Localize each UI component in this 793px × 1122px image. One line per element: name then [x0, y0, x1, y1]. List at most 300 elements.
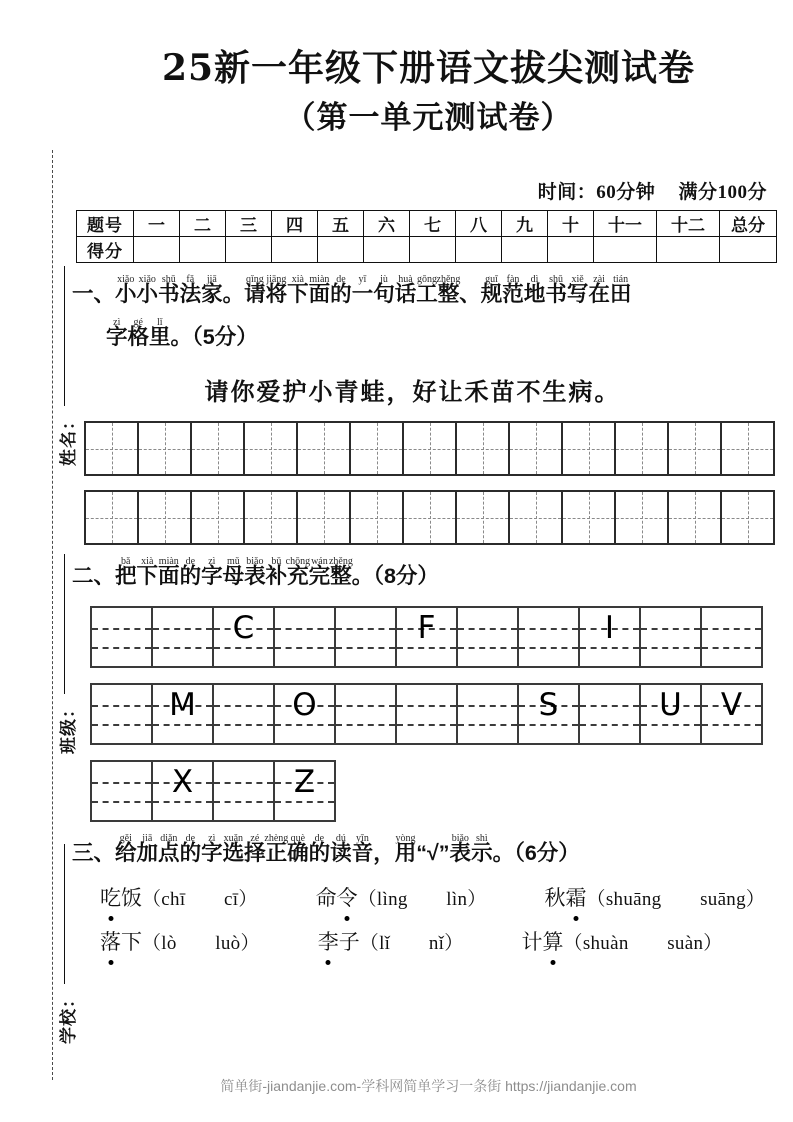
tianzige-cell[interactable] [86, 423, 139, 476]
q3-l1-char-12: yīn 音 [352, 838, 374, 868]
q1-l1-char-14: huà 话 [395, 279, 417, 309]
score-table-q-9: 九 [502, 211, 548, 237]
score-table-q-7: 七 [410, 211, 456, 237]
choice-pinyin-options[interactable]: （shuāng suāng） [586, 889, 766, 911]
tianzige-cell[interactable] [351, 423, 404, 476]
four-line-guide [214, 647, 273, 649]
four-line-guide [275, 724, 334, 726]
four-line-guide [641, 647, 700, 649]
q3-l1-char-18: 。（6分） [492, 841, 580, 866]
choice-char-dotted: 李 [318, 926, 339, 956]
tianzige-cell[interactable] [510, 423, 563, 476]
score-cell-total[interactable] [720, 237, 777, 263]
choice-word [100, 930, 142, 954]
four-line-guide [519, 647, 578, 649]
q1-l1-pinyin-2: xiǎo [138, 274, 156, 286]
q2-l1-pinyin-5: zì [208, 556, 216, 568]
q1-l1-pinyin-1: xiǎo [117, 274, 135, 286]
question-3 [64, 833, 793, 956]
alphabet-cell-blank[interactable] [458, 608, 519, 668]
q3-l1-pinyin-12: yīn [356, 833, 369, 845]
q1-l1-pinyin-12: yī [358, 274, 367, 286]
q3-l1-char-10: de 的 [309, 838, 331, 868]
question-1-copy-sentence: 请你爱护小青蛙，好让禾苗不生病。 [204, 377, 621, 407]
alphabet-cell-blank[interactable] [275, 608, 336, 668]
q1-l1-char-8: jiāng 将 [266, 279, 288, 309]
pinyin-choice-item[interactable] [100, 882, 258, 912]
choice-pinyin-options[interactable]: （shuàn suàn） [563, 933, 723, 955]
score-table-q-1: 一 [134, 211, 180, 237]
question-2-number: 二、 [72, 564, 116, 589]
score-cell-7[interactable] [410, 237, 456, 263]
q2-l1-char-7: biǎo 表 [244, 561, 266, 591]
score-cell-5[interactable] [318, 237, 364, 263]
q1-l1-char-11: de 的 [330, 279, 352, 309]
alphabet-cell-blank[interactable] [458, 685, 519, 745]
four-line-guide [275, 647, 334, 649]
q3-l1-pinyin-3: diǎn [160, 833, 178, 845]
alphabet-letter: M [169, 687, 196, 724]
alphabet-letter: X [171, 764, 194, 801]
choice-word [316, 886, 358, 910]
q1-l1-char-16: zhěng 整 [438, 279, 460, 309]
score-table-q-10: 十 [548, 211, 594, 237]
q2-l1-pinyin-9: chōng [285, 556, 311, 568]
alphabet-cell-filled [153, 685, 214, 745]
tianzige-row [84, 421, 775, 476]
q1-l1-char-15: gōng 工 [416, 279, 438, 309]
choice-char-first: 计 [521, 930, 543, 955]
pinyin-choice-item[interactable] [545, 882, 766, 912]
score-table-header-qno: 题号 [77, 211, 134, 237]
q1-l1-pinyin-22: xiě [571, 274, 584, 286]
q2-l1-pinyin-2: xià [141, 556, 154, 568]
alphabet-cell-blank[interactable] [519, 608, 580, 668]
alphabet-letter [92, 764, 151, 801]
question-1-tianzige-area[interactable] [72, 421, 793, 545]
q2-l1-pinyin-4: de [185, 556, 196, 568]
tianzige-cell[interactable] [139, 492, 192, 545]
choice-char-second: 子 [338, 930, 360, 955]
choice-pinyin-options[interactable]: （chī cī） [142, 889, 258, 911]
tianzige-cell[interactable] [616, 492, 669, 545]
q1-l2-pinyin-2: gé [133, 317, 143, 329]
score-table-q-8: 八 [456, 211, 502, 237]
q3-l1-pinyin-1: gěi [119, 833, 132, 845]
choice-pinyin-options[interactable]: （lìng lìn） [357, 889, 487, 911]
alphabet-letter: C [232, 610, 255, 647]
alphabet-cell-blank[interactable] [397, 685, 458, 745]
alphabet-letter [336, 610, 395, 647]
question-3-number: 三、 [72, 841, 116, 866]
alphabet-cell-blank[interactable] [580, 685, 641, 745]
four-line-guide [641, 724, 700, 726]
alphabet-letter [397, 687, 456, 724]
q3-l1-pinyin-14: yòng [395, 833, 416, 845]
alphabet-letter [214, 764, 273, 801]
q3-l1-pinyin-5: zì [208, 833, 216, 845]
q1-l1-char-13: jù 句 [373, 279, 395, 309]
q1-l1-pinyin-13: jù [380, 274, 388, 286]
alphabet-cell-filled [397, 608, 458, 668]
alphabet-letter: U [659, 687, 682, 724]
choice-pinyin-options[interactable]: （lò luò） [142, 933, 260, 955]
score-cell-10[interactable] [548, 237, 594, 263]
four-line-guide [92, 801, 151, 803]
title-block [64, 0, 793, 137]
alphabet-letter: S [538, 687, 559, 724]
alphabet-letter [153, 610, 212, 647]
alphabet-letter [275, 610, 334, 647]
alphabet-letter: V [720, 687, 743, 724]
alphabet-letter [92, 687, 151, 724]
alphabet-cell-blank[interactable] [92, 685, 153, 745]
four-line-guide [397, 647, 456, 649]
choice-word [522, 930, 564, 954]
q3-l1-pinyin-8: zhèng [264, 833, 289, 845]
q1-l1-pinyin-20: dì [530, 274, 539, 286]
q1-l1-pinyin-11: de [336, 274, 346, 286]
q1-l1-char-2: xiǎo 小 [137, 279, 159, 309]
question-3-prompt-line-1 [72, 833, 793, 868]
tianzige-cell[interactable] [86, 492, 139, 545]
alphabet-cell-blank[interactable] [92, 762, 153, 822]
four-line-guide [153, 647, 212, 649]
score-cell-2[interactable] [180, 237, 226, 263]
score-table-q-2: 二 [180, 211, 226, 237]
q1-l1-pinyin-14: huà [398, 274, 413, 286]
question-1-ruby-text-1 [115, 274, 632, 307]
tianzige-cell[interactable] [616, 423, 669, 476]
q3-l1-pinyin-11: dú [335, 833, 346, 845]
q3-l1-pinyin-6: xuǎn [223, 833, 244, 845]
question-2-ruby-text-1 [115, 556, 439, 589]
q2-l1-char-9: chōng 充 [287, 561, 309, 591]
q1-l1-char-7: qǐng 请 [244, 279, 266, 309]
q1-l1-pinyin-3: shū [161, 274, 176, 286]
choice-char-first: 命 [315, 886, 337, 911]
student-name-label: 姓名： [58, 412, 78, 466]
q1-l1-char-12: yī 一 [352, 279, 374, 309]
four-line-guide [397, 724, 456, 726]
choice-char-first: 秋 [544, 886, 566, 911]
score-cell-6[interactable] [364, 237, 410, 263]
q3-l1-pinyin-7: zé [250, 833, 260, 845]
q1-l2-char-2: gé 格 [128, 322, 150, 352]
q1-l1-char-21: shū 书 [545, 279, 567, 309]
tianzige-cell[interactable] [563, 492, 616, 545]
q1-l1-char-17: 、 [459, 282, 481, 307]
pinyin-choice-row [72, 926, 793, 956]
tianzige-cell[interactable] [457, 423, 510, 476]
alphabet-cell-filled [580, 608, 641, 668]
q1-l1-char-3: shū 书 [158, 279, 180, 309]
q1-l2-pinyin-3: lǐ [157, 317, 163, 329]
alphabet-cell-blank[interactable] [336, 608, 397, 668]
tianzige-row [84, 490, 775, 545]
tianzige-cell[interactable] [669, 492, 722, 545]
tianzige-cell[interactable] [669, 423, 722, 476]
pinyin-choice-item[interactable] [316, 882, 487, 912]
score-table-q-11: 十一 [594, 211, 657, 237]
choice-char-second: 下 [121, 930, 142, 955]
score-cell-8[interactable] [456, 237, 502, 263]
choice-char-second: 饭 [121, 886, 142, 911]
score-cell-12[interactable] [657, 237, 720, 263]
choice-char-dotted: 吃 [100, 882, 121, 912]
four-line-guide [92, 647, 151, 649]
page-subtitle: （第一单元测试卷） [284, 100, 573, 137]
q1-l2-char-3: lǐ 里 [149, 322, 171, 352]
alphabet-letter [336, 687, 395, 724]
table-row-question-numbers [77, 211, 777, 237]
question-3-ruby-text-1 [115, 833, 580, 866]
q3-l1-char-8: zhèng 正 [266, 838, 288, 868]
alphabet-cell-blank[interactable] [336, 685, 397, 745]
q2-l1-char-6: mǔ 母 [223, 561, 245, 591]
tianzige-cell[interactable] [404, 423, 457, 476]
q1-l2-char-1: zì 字 [106, 322, 128, 352]
q1-l1-pinyin-16: zhěng [436, 274, 461, 286]
score-cell-11[interactable] [594, 237, 657, 263]
q1-l1-char-24: tián 田 [610, 279, 632, 309]
score-table-wrapper [64, 210, 793, 263]
q2-l1-char-2: xià 下 [137, 561, 159, 591]
score-table-q-3: 三 [226, 211, 272, 237]
q2-l1-char-10: wán 完 [309, 561, 331, 591]
q2-l1-pinyin-3: miàn [158, 556, 179, 568]
choice-pinyin-options[interactable]: （lǐ nǐ） [359, 933, 464, 955]
alphabet-letter: O [292, 687, 317, 724]
tianzige-cell[interactable] [351, 492, 404, 545]
alphabet-letter [458, 610, 517, 647]
left-margin-strip [0, 0, 78, 1122]
pinyin-choice-item[interactable] [318, 926, 464, 956]
alphabet-cell-blank[interactable] [92, 608, 153, 668]
question-3-choices-area[interactable] [72, 882, 793, 956]
four-line-guide [92, 724, 151, 726]
q3-l1-char-11: dú 读 [330, 838, 352, 868]
four-line-guide [214, 801, 273, 803]
q2-l1-char-12: 。（8分） [351, 564, 439, 589]
four-line-guide [153, 801, 212, 803]
exam-time-label: 时间：60分钟 [537, 182, 656, 204]
q3-l1-char-9: què 确 [287, 838, 309, 868]
q3-l1-pinyin-17: shì [475, 833, 488, 845]
q2-l1-pinyin-6: mǔ [226, 556, 240, 568]
question-1-number: 一、 [72, 282, 116, 307]
alphabet-cell-filled [275, 685, 336, 745]
alphabet-letter [214, 687, 273, 724]
alphabet-cell-filled [641, 685, 702, 745]
choice-word [545, 886, 587, 910]
q1-l1-pinyin-18: guī [485, 274, 498, 286]
score-cell-4[interactable] [272, 237, 318, 263]
pinyin-choice-item[interactable] [522, 926, 723, 956]
tianzige-cell[interactable] [245, 423, 298, 476]
score-table-total-header: 总分 [720, 211, 777, 237]
alphabet-letter [92, 610, 151, 647]
q3-l1-pinyin-2: jiā [142, 833, 153, 845]
alphabet-cell-blank[interactable] [214, 762, 275, 822]
site-watermark: 简单街-jiandanjie.com-学科网简单学习一条街 https://jiandanjie.com [220, 1078, 637, 1094]
tianzige-cell[interactable] [722, 423, 775, 476]
alphabet-cell-filled [153, 762, 214, 822]
question-1-ruby-text-2 [106, 317, 258, 350]
q3-l1-char-6: xuǎn 选 [223, 838, 245, 868]
four-line-guide [336, 647, 395, 649]
q1-l1-char-18: guī 规 [481, 279, 503, 309]
page-title: 25新一年级下册语文拔尖测试卷 [161, 47, 696, 89]
four-line-guide [702, 724, 761, 726]
q3-l1-char-7: zé 择 [244, 838, 266, 868]
q1-l1-pinyin-10: miàn [309, 274, 330, 286]
score-table-q-6: 六 [364, 211, 410, 237]
alphabet-cell-filled [702, 685, 763, 745]
choice-word [318, 930, 360, 954]
tianzige-cell[interactable] [563, 423, 616, 476]
alphabet-cell-blank[interactable] [153, 608, 214, 668]
q2-l1-pinyin-1: bǎ [121, 556, 131, 568]
q1-l1-pinyin-8: jiāng [266, 274, 287, 286]
four-line-guide [275, 801, 334, 803]
score-cell-3[interactable] [226, 237, 272, 263]
question-1-prompt-line-2 [72, 317, 793, 352]
question-2-alphabet-area[interactable] [72, 606, 793, 822]
exam-paper-body [64, 0, 793, 1122]
tianzige-cell[interactable] [298, 423, 351, 476]
q1-l1-pinyin-7: qǐng [245, 274, 264, 286]
student-school-label: 学校： [58, 990, 78, 1044]
q2-l1-char-4: de 的 [180, 561, 202, 591]
alphabet-row [90, 683, 763, 745]
four-line-guide [580, 647, 639, 649]
q2-l1-char-11: zhěng 整 [330, 561, 352, 591]
q3-l1-char-15: “√” [416, 841, 450, 866]
q3-l1-char-16: biǎo 表 [450, 838, 472, 868]
question-2-prompt-line-1 [72, 556, 793, 591]
q3-l1-char-2: jiā 加 [137, 838, 159, 868]
score-table-q-5: 五 [318, 211, 364, 237]
q1-l1-char-9: xià 下 [287, 279, 309, 309]
q3-l1-char-3: diǎn 点 [158, 838, 180, 868]
student-class-label: 班级： [58, 700, 78, 754]
tianzige-cell[interactable] [457, 492, 510, 545]
four-line-guide [702, 647, 761, 649]
q2-l1-pinyin-8: bǔ [271, 556, 282, 568]
alphabet-letter: F [417, 610, 436, 647]
pinyin-choice-item[interactable] [100, 926, 260, 956]
alphabet-letter: I [604, 610, 615, 647]
exam-meta-line [64, 177, 793, 204]
alphabet-letter: Z [293, 764, 316, 801]
q2-l1-char-3: miàn 面 [158, 561, 180, 591]
q1-l1-char-6: 。 [222, 282, 245, 307]
four-line-guide [519, 724, 578, 726]
q3-l1-char-4: de 的 [180, 838, 202, 868]
alphabet-cell-blank[interactable] [214, 685, 275, 745]
q2-l1-pinyin-10: wán [311, 556, 328, 568]
q3-l1-pinyin-9: què [290, 833, 306, 845]
alphabet-cell-blank[interactable] [702, 608, 763, 668]
alphabet-cell-filled [519, 685, 580, 745]
alphabet-letter [702, 610, 761, 647]
q1-l1-char-4: fǎ 法 [180, 279, 202, 309]
alphabet-cell-filled [214, 608, 275, 668]
q2-l1-char-1: bǎ 把 [115, 561, 137, 591]
q1-l1-char-10: miàn 面 [309, 279, 331, 309]
q3-l1-pinyin-4: de [185, 833, 196, 845]
choice-word [100, 886, 142, 910]
q3-l1-char-14: yòng 用 [395, 838, 417, 868]
q1-l1-pinyin-15: gōng [416, 274, 437, 286]
q3-l1-char-17: shì 示 [471, 838, 493, 868]
tianzige-cell[interactable] [722, 492, 775, 545]
q1-l1-pinyin-9: xià [291, 274, 304, 286]
q2-l1-pinyin-11: zhěng [328, 556, 353, 568]
alphabet-letter [458, 687, 517, 724]
exam-total-score-label: 满分100分 [678, 182, 767, 204]
q2-l1-pinyin-7: biǎo [246, 556, 264, 568]
alphabet-letter [519, 610, 578, 647]
alphabet-letter [580, 687, 639, 724]
q1-l1-pinyin-21: shū [549, 274, 564, 286]
q2-l1-char-5: zì 字 [201, 561, 223, 591]
pinyin-choice-row [72, 882, 793, 912]
score-table-q-4: 四 [272, 211, 318, 237]
tianzige-cell[interactable] [192, 423, 245, 476]
q1-l1-pinyin-23: zài [593, 274, 605, 286]
score-cell-9[interactable] [502, 237, 548, 263]
four-line-guide [336, 724, 395, 726]
alphabet-row [90, 760, 336, 822]
q1-l1-char-23: zài 在 [588, 279, 610, 309]
tianzige-cell[interactable] [192, 492, 245, 545]
q1-l1-pinyin-4: fǎ [186, 274, 195, 286]
choice-char-dotted: 落 [100, 926, 121, 956]
q1-l1-pinyin-19: fàn [506, 274, 520, 286]
tianzige-cell[interactable] [404, 492, 457, 545]
tianzige-cell[interactable] [245, 492, 298, 545]
choice-char-dotted: 算 [543, 926, 564, 956]
q1-l1-char-19: fàn 范 [502, 279, 524, 309]
alphabet-row [90, 606, 763, 668]
score-table-q-12: 十二 [657, 211, 720, 237]
question-1-prompt-line-1 [72, 274, 793, 309]
four-line-guide [153, 724, 212, 726]
alphabet-cell-blank[interactable] [641, 608, 702, 668]
q1-l1-char-5: jiā 家 [201, 279, 223, 309]
tianzige-cell[interactable] [510, 492, 563, 545]
choice-char-dotted: 令 [337, 882, 358, 912]
score-cell-1[interactable] [134, 237, 180, 263]
q3-l1-pinyin-16: biǎo [451, 833, 469, 845]
q3-l1-char-5: zì 字 [201, 838, 223, 868]
question-2 [64, 556, 793, 822]
q1-l2-pinyin-1: zì [113, 317, 121, 329]
choice-char-dotted: 霜 [566, 882, 587, 912]
tianzige-cell[interactable] [298, 492, 351, 545]
four-line-guide [580, 724, 639, 726]
q1-l1-pinyin-5: jiā [206, 274, 217, 286]
tianzige-cell[interactable] [139, 423, 192, 476]
alphabet-cell-filled [275, 762, 336, 822]
score-table-header-score: 得分 [77, 237, 134, 263]
alphabet-letter [641, 610, 700, 647]
q3-l1-pinyin-10: de [314, 833, 325, 845]
four-line-guide [458, 647, 517, 649]
q1-l1-char-20: dì 地 [524, 279, 546, 309]
